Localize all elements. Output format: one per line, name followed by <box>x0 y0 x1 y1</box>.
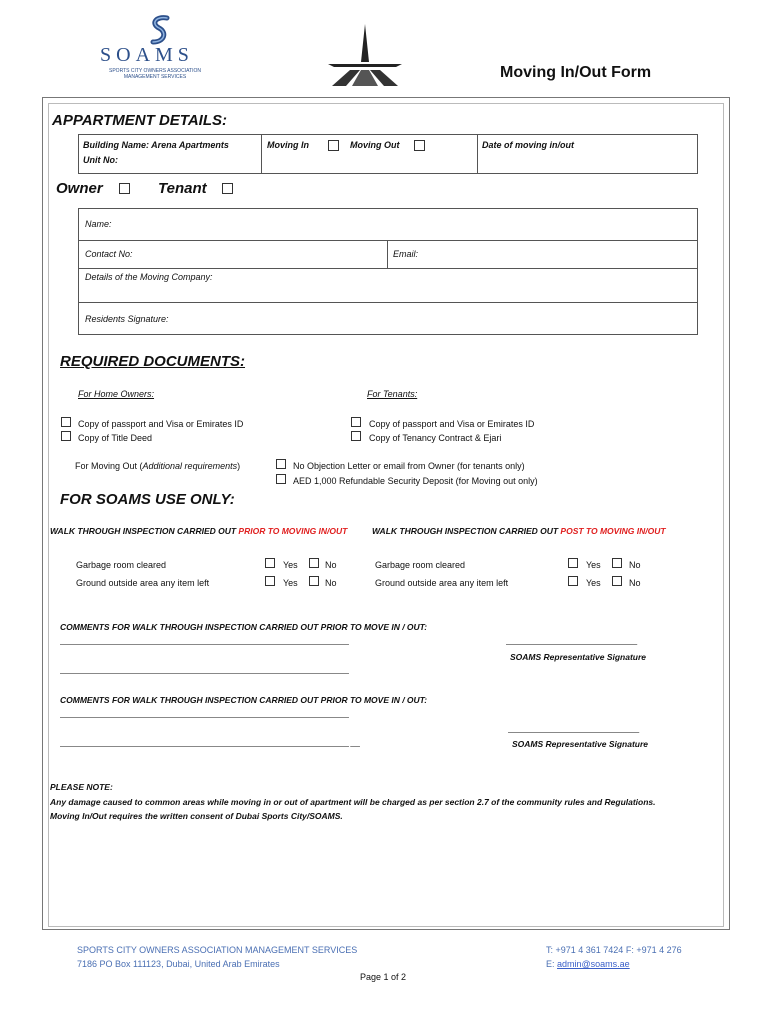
tenant-checkbox[interactable] <box>222 183 233 194</box>
tenant-label: Tenant <box>158 180 207 197</box>
owner-passport-checkbox[interactable] <box>61 417 71 427</box>
divider <box>261 134 262 174</box>
yes-label: Yes <box>283 560 298 570</box>
garbage-room-label: Garbage room cleared <box>375 560 466 570</box>
tenant-contract-checkbox[interactable] <box>351 431 361 441</box>
noc-checkbox[interactable] <box>276 459 286 469</box>
page-number: Page 1 of 2 <box>360 972 407 982</box>
divider <box>78 240 698 241</box>
divider <box>387 240 388 268</box>
yes-label: Yes <box>283 578 298 588</box>
comments-prior-label: COMMENTS FOR WALK THROUGH INSPECTION CARRIED OUT PRIOR TO MOVE IN / OUT: <box>60 622 428 632</box>
owners-heading: For Home Owners: <box>78 389 155 399</box>
divider <box>477 134 478 174</box>
prior-ground-yes-checkbox[interactable] <box>265 576 275 586</box>
note-line: Any damage caused to common areas while moving in or out of apartment will be charged as per section 2.7 of the community rules and Regulations. <box>50 797 656 807</box>
footer-email: E: admin@soams.ae <box>546 959 630 969</box>
moving-out-requirements-label: For Moving Out (Additional requirements) <box>75 461 241 471</box>
post-ground-no-checkbox[interactable] <box>612 576 622 586</box>
note-line: Moving In/Out requires the written consent of Dubai Sports City/SOAMS. <box>50 811 343 821</box>
tenant-passport-checkbox[interactable] <box>351 417 361 427</box>
name-label: Name: <box>85 219 112 229</box>
prior-garbage-no-checkbox[interactable] <box>309 558 319 568</box>
comment-line: ________________________________________________________________ <box>60 708 349 718</box>
moving-company-label: Details of the Moving Company: <box>85 272 213 282</box>
logo-subtitle: SPORTS CITY OWNERS ASSOCIATION MANAGEMENT SERVICES <box>109 68 201 80</box>
email-link[interactable]: admin@soams.ae <box>557 959 630 969</box>
sports-city-logo-icon <box>326 20 404 86</box>
garbage-room-label: Garbage room cleared <box>76 560 167 570</box>
post-garbage-no-checkbox[interactable] <box>612 558 622 568</box>
prior-garbage-yes-checkbox[interactable] <box>265 558 275 568</box>
tenants-heading: For Tenants: <box>367 389 418 399</box>
owner-doc-item: Copy of Title Deed <box>78 433 153 443</box>
comment-line: ________________________________________________________________ <box>60 664 349 674</box>
no-label: No <box>325 560 337 570</box>
contact-label: Contact No: <box>85 249 133 259</box>
owner-label: Owner <box>56 180 103 197</box>
deposit-checkbox[interactable] <box>276 474 286 484</box>
moving-out-label: Moving Out <box>350 140 400 150</box>
no-label: No <box>629 578 641 588</box>
moving-out-item: No Objection Letter or email from Owner (for tenants only) <box>293 461 525 471</box>
owner-title-deed-checkbox[interactable] <box>61 431 71 441</box>
owner-doc-item: Copy of passport and Visa or Emirates ID <box>78 419 244 429</box>
post-ground-yes-checkbox[interactable] <box>568 576 578 586</box>
unit-no-label: Unit No: <box>83 155 118 165</box>
footer-company: SPORTS CITY OWNERS ASSOCIATION MANAGEMENT SERVICES <box>77 945 358 955</box>
comments-prior-label: COMMENTS FOR WALK THROUGH INSPECTION CARRIED OUT PRIOR TO MOVE IN / OUT: <box>60 695 428 705</box>
soams-signature-label: SOAMS Representative Signature <box>510 652 647 662</box>
divider <box>78 302 698 303</box>
signature-line: _____________________________ <box>508 723 639 733</box>
walk-through-prior-label: WALK THROUGH INSPECTION CARRIED OUT PRIOR TO MOVING IN/OUT <box>50 526 348 536</box>
no-label: No <box>325 578 337 588</box>
logo-name: SOAMS <box>100 44 194 66</box>
soams-signature-label: SOAMS Representative Signature <box>512 739 649 749</box>
form-title: Moving In/Out Form <box>500 64 652 81</box>
tenant-doc-item: Copy of passport and Visa or Emirates ID <box>369 419 535 429</box>
comment-line: ________________________________________________________________ <box>60 635 349 645</box>
soams-only-heading: FOR SOAMS USE ONLY: <box>60 491 235 508</box>
yes-label: Yes <box>586 560 601 570</box>
moving-out-checkbox[interactable] <box>414 140 425 151</box>
moving-in-label: Moving In <box>267 140 309 150</box>
prior-ground-no-checkbox[interactable] <box>309 576 319 586</box>
footer-address: 7186 PO Box 111123, Dubai, United Arab Emirates <box>77 959 280 969</box>
tenant-doc-item: Copy of Tenancy Contract & Ejari <box>369 433 502 443</box>
no-label: No <box>629 560 641 570</box>
note-title: PLEASE NOTE: <box>50 782 113 792</box>
signature-line: _____________________________ <box>506 635 637 645</box>
yes-label: Yes <box>586 578 601 588</box>
soams-logo-icon <box>145 14 175 46</box>
walk-through-post-label: WALK THROUGH INSPECTION CARRIED OUT POST TO MOVING IN/OUT <box>372 526 666 536</box>
date-label: Date of moving in/out <box>482 140 574 150</box>
post-garbage-yes-checkbox[interactable] <box>568 558 578 568</box>
comment-line: ________________________________________________________________ __ <box>60 737 360 747</box>
moving-in-checkbox[interactable] <box>328 140 339 151</box>
apartment-heading: APPARTMENT DETAILS: <box>52 112 227 129</box>
required-documents-heading: REQUIRED DOCUMENTS: <box>60 353 246 370</box>
building-name: Building Name: Arena Apartments <box>83 140 229 150</box>
ground-area-label: Ground outside area any item left <box>76 578 210 588</box>
footer-phone: T: +971 4 361 7424 F: +971 4 276 <box>546 945 682 955</box>
resident-signature-label: Residents Signature: <box>85 314 169 324</box>
ground-area-label: Ground outside area any item left <box>375 578 509 588</box>
email-label: Email: <box>393 249 419 259</box>
owner-checkbox[interactable] <box>119 183 130 194</box>
moving-out-item: AED 1,000 Refundable Security Deposit (for Moving out only) <box>293 476 538 486</box>
divider <box>78 268 698 269</box>
